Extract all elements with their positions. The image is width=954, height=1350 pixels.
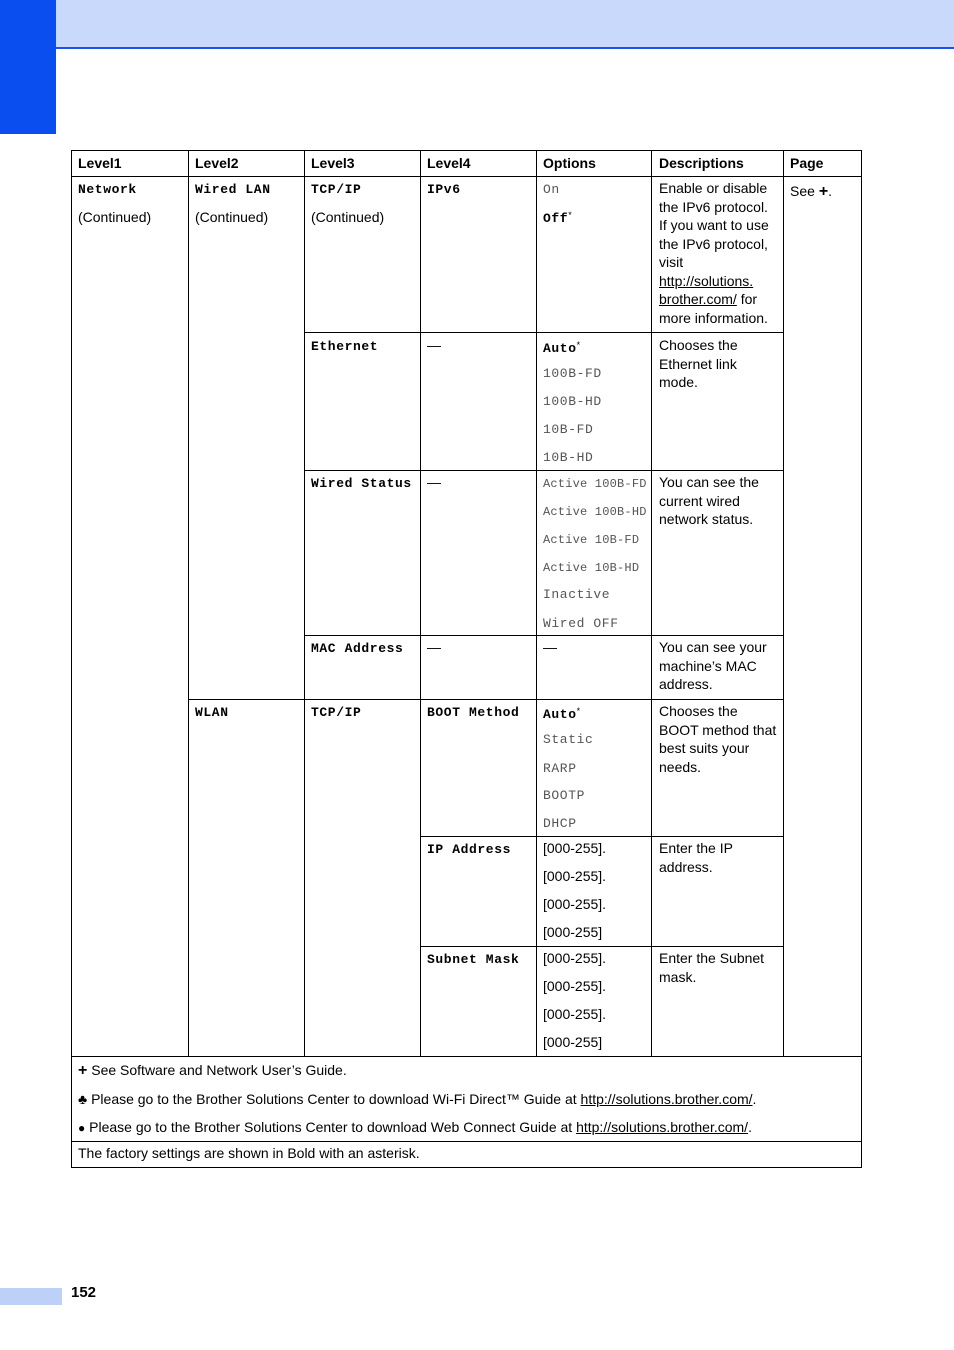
factory-settings-note: The factory settings are shown in Bold with an asterisk. <box>78 1145 420 1161</box>
subnet-octet: [000-255] <box>543 1034 603 1050</box>
header-descriptions: Descriptions <box>659 155 744 171</box>
level4-boot-method: BOOT Method <box>427 705 520 720</box>
desc-line: more information. <box>659 309 768 326</box>
option-10b-hd: 10B-HD <box>543 450 594 465</box>
option-dash: — <box>543 639 557 655</box>
header-level2: Level2 <box>195 155 239 171</box>
header-level4: Level4 <box>427 155 471 171</box>
row-divider <box>188 699 783 700</box>
subnet-octet: [000-255]. <box>543 978 607 994</box>
desc-boot-method: Chooses the BOOT method that best suits your needs. <box>659 703 777 775</box>
default-asterisk: * <box>576 340 581 350</box>
footnote-text: Please go to the Brother Solutions Center to download Wi-Fi Direct™ Guide at <box>91 1091 581 1107</box>
row-divider <box>304 332 783 333</box>
level1-network: Network <box>78 182 137 197</box>
footnote-software-guide <box>78 1061 347 1080</box>
option-auto-default <box>543 704 580 724</box>
desc-line: visit <box>659 254 684 270</box>
row-divider <box>420 836 783 837</box>
settings-table <box>71 150 862 1168</box>
desc-line: the IPv6 protocol. <box>659 198 768 215</box>
option-rarp: RARP <box>543 761 577 776</box>
option-10b-fd: 10B-FD <box>543 422 594 437</box>
desc-wired-status: You can see the current wired network status. <box>659 474 759 527</box>
default-asterisk: * <box>576 706 581 716</box>
level4-subnet-mask: Subnet Mask <box>427 952 520 967</box>
level4-dash: — <box>427 337 441 353</box>
option-bootp: BOOTP <box>543 788 586 803</box>
page-number: 152 <box>71 1284 97 1301</box>
option-inactive: Inactive <box>543 587 611 602</box>
option-auto: Auto <box>543 707 577 722</box>
option-auto-default <box>543 338 580 358</box>
page-see: See <box>790 183 815 199</box>
column-divider <box>783 151 784 1056</box>
level3-continued: (Continued) <box>311 209 385 225</box>
level3-ethernet: Ethernet <box>311 339 379 354</box>
level3-mac-address: MAC Address <box>311 641 404 656</box>
row-divider <box>304 635 783 636</box>
footnote-text: See Software and Network User’s Guide. <box>91 1062 347 1078</box>
level4-dash: — <box>427 639 441 655</box>
footnote-divider <box>72 1141 861 1142</box>
footnote-text: Please go to the Brother Solutions Center to download Web Connect Guide at <box>89 1119 577 1135</box>
desc-line: Enable or disable <box>659 180 768 196</box>
footnote-divider <box>72 1056 861 1057</box>
desc-subnet-mask: Enter the Subnet mask. <box>659 950 765 985</box>
header-divider <box>72 176 861 177</box>
option-active-10b-fd: Active 10B-FD <box>543 533 640 547</box>
header-level1: Level1 <box>78 155 122 171</box>
option-dhcp: DHCP <box>543 816 577 831</box>
row-divider <box>420 946 783 947</box>
club-icon: ♣ <box>78 1091 88 1107</box>
desc-line: the IPv6 protocol, <box>659 235 768 252</box>
column-divider <box>420 151 421 1056</box>
column-divider <box>188 151 189 1056</box>
option-off-default <box>543 208 572 228</box>
level3-tcpip-wlan: TCP/IP <box>311 705 362 720</box>
desc-line: If you want to use <box>659 217 769 233</box>
ip-octet: [000-255]. <box>543 840 607 856</box>
plus-icon: + <box>78 1062 88 1079</box>
column-divider <box>536 151 537 1056</box>
option-active-100b-hd: Active 100B-HD <box>543 505 647 519</box>
level3-tcpip: TCP/IP <box>311 182 362 197</box>
default-asterisk: * <box>568 210 572 220</box>
page-ref: See +. <box>790 183 833 200</box>
solutions-link[interactable]: http://solutions.brother.com/ <box>580 1091 753 1107</box>
level4-dash: — <box>427 474 441 490</box>
solutions-link-cont[interactable]: brother.com/ <box>659 291 737 307</box>
desc-ipv6 <box>659 179 779 327</box>
footnote-period: . <box>752 1091 757 1107</box>
ip-octet: [000-255]. <box>543 896 607 912</box>
footnote-web-connect <box>78 1118 752 1137</box>
level1-continued: (Continued) <box>78 209 152 225</box>
option-active-10b-hd: Active 10B-HD <box>543 561 640 575</box>
chapter-tab <box>0 0 56 134</box>
option-static: Static <box>543 732 594 747</box>
header-level3: Level3 <box>311 155 355 171</box>
footnote-wifi-direct <box>78 1090 756 1108</box>
option-wired-off: Wired OFF <box>543 616 619 631</box>
desc-line: for <box>736 291 758 307</box>
solutions-link[interactable]: http://solutions. <box>659 272 754 289</box>
bullet-icon: ● <box>78 1121 86 1135</box>
option-active-100b-fd: Active 100B-FD <box>543 477 647 491</box>
header-options: Options <box>543 155 596 171</box>
option-on: On <box>543 182 560 197</box>
subnet-octet: [000-255]. <box>543 1006 607 1022</box>
row-divider <box>304 470 783 471</box>
solutions-link[interactable]: http://solutions.brother.com/ <box>576 1119 749 1135</box>
column-divider <box>651 151 652 1056</box>
header-band <box>0 0 954 49</box>
subnet-octet: [000-255]. <box>543 950 607 966</box>
level2-continued: (Continued) <box>195 209 269 225</box>
footnote-period: . <box>748 1119 752 1135</box>
level4-ip-address: IP Address <box>427 842 512 857</box>
option-auto: Auto <box>543 341 577 356</box>
level4-ipv6: IPv6 <box>427 182 461 197</box>
option-100b-hd: 100B-HD <box>543 394 602 409</box>
desc-mac-address: You can see your machine’s MAC address. <box>659 639 767 692</box>
ip-octet: [000-255] <box>543 924 603 940</box>
desc-ip-address: Enter the IP address. <box>659 840 733 875</box>
page-number-tab <box>0 1288 62 1305</box>
ip-octet: [000-255]. <box>543 868 607 884</box>
column-divider <box>304 151 305 1056</box>
header-page: Page <box>790 155 824 171</box>
desc-ethernet: Chooses the Ethernet link mode. <box>659 337 738 390</box>
level3-wired-status: Wired Status <box>311 476 412 491</box>
option-off: Off <box>543 211 569 226</box>
level2-wlan: WLAN <box>195 705 229 720</box>
level2-wired-lan: Wired LAN <box>195 182 271 197</box>
option-100b-fd: 100B-FD <box>543 366 602 381</box>
plus-icon: + <box>818 183 829 200</box>
